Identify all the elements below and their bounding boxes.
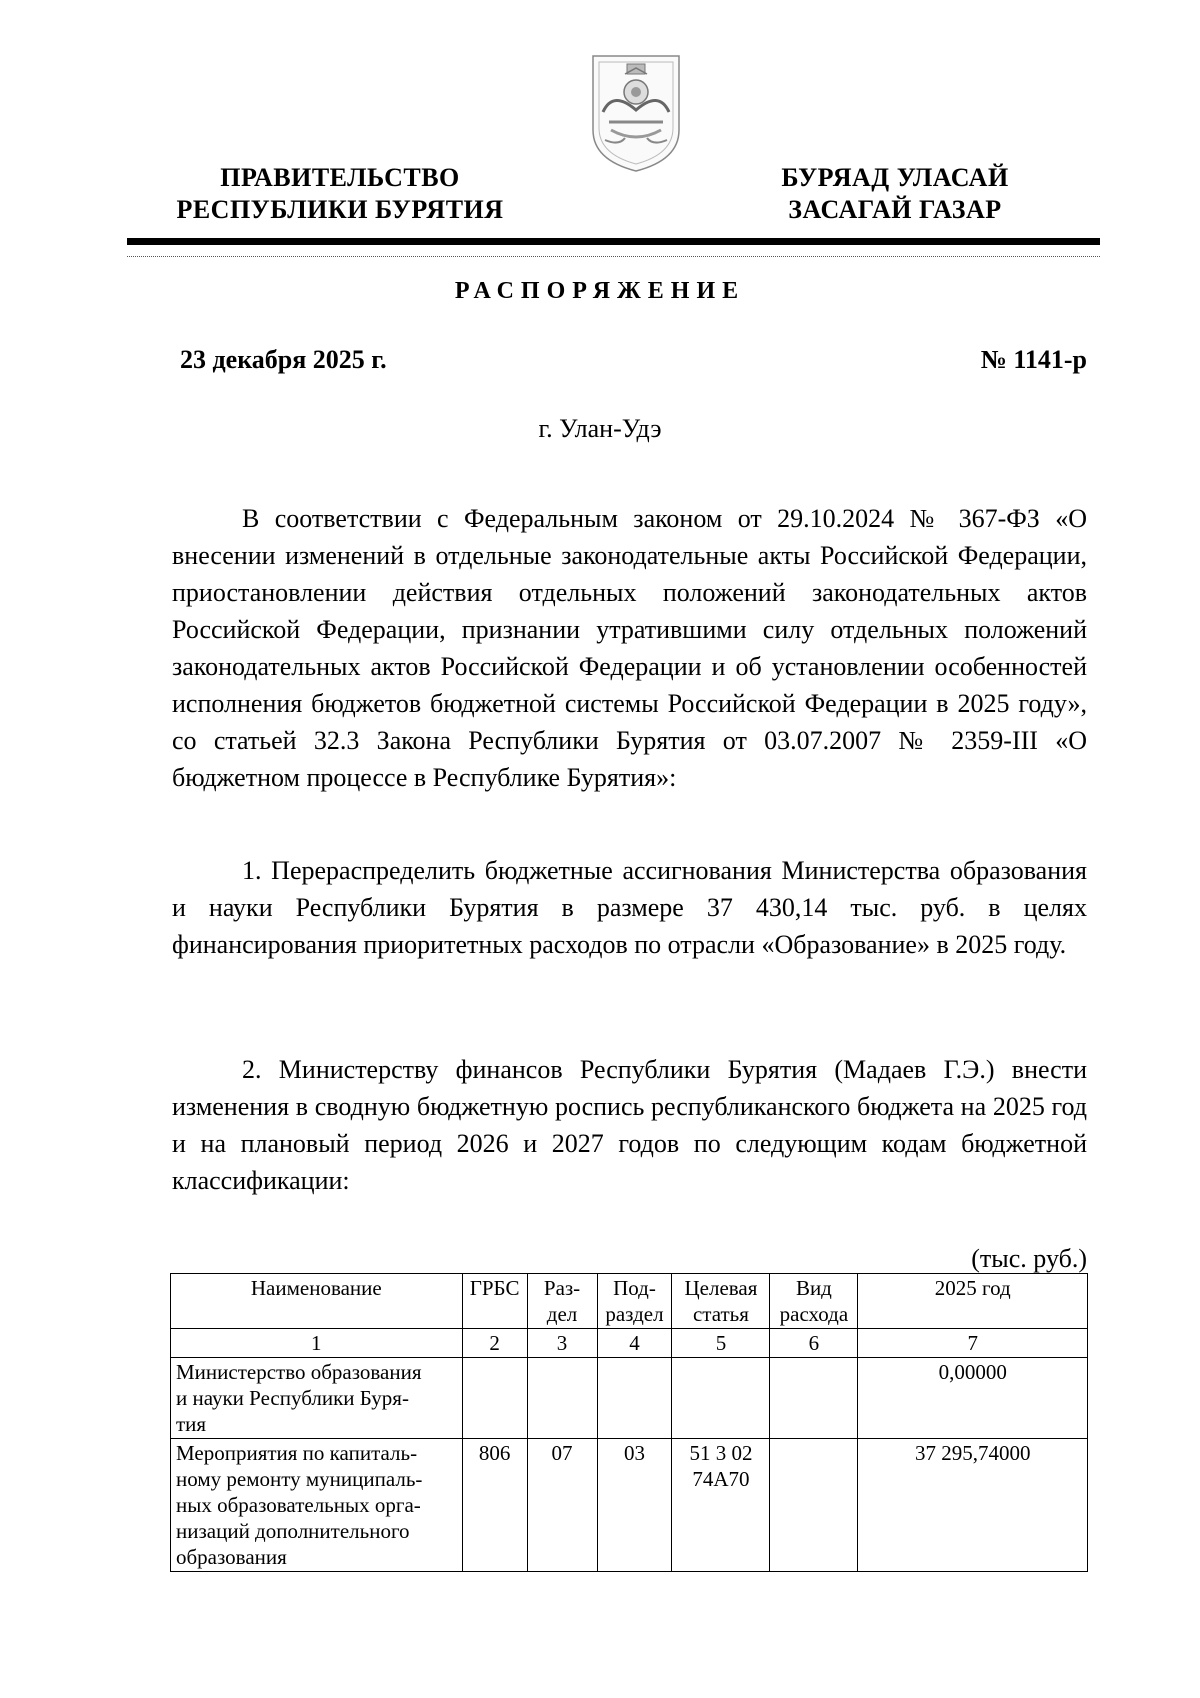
item-2-text: 2. Министерству финансов Республики Бурятия (Мадаев Г.Э.) внести изменения в сводную бюджетную роспись республиканского бюджета на 2025 год и на плановый период 2026 и 2027 годов по следующим кодам бюджетной классификации: <box>172 1055 1087 1195</box>
row-name: Министерство образования и науки Республики Буря- тия <box>171 1358 463 1439</box>
table-number-row <box>171 1329 1088 1358</box>
column-number: 2 <box>462 1329 527 1358</box>
row-expense-type <box>770 1358 858 1439</box>
header-divider-thin <box>127 256 1100 257</box>
row-razdel: 07 <box>527 1439 597 1572</box>
organization-name-ru-line1: ПРАВИТЕЛЬСТВО <box>220 163 460 192</box>
row-podrazdel <box>597 1358 672 1439</box>
document-number: № 1141-р <box>980 345 1087 374</box>
header-razdel: Раз- дел <box>527 1274 597 1329</box>
header-name: Наименование <box>171 1274 463 1329</box>
row-grbs: 806 <box>462 1439 527 1572</box>
organization-name-bua-line1: БУРЯАД УЛАСАЙ <box>781 163 1009 192</box>
row-target-article: 51 3 02 74А70 <box>672 1439 770 1572</box>
header-grbs: ГРБС <box>462 1274 527 1329</box>
organization-name-ru <box>150 162 530 226</box>
row-name: Мероприятия по капиталь- ному ремонту муниципаль- ных образовательных орга- низаций дополнительного образования <box>171 1439 463 1572</box>
row-podrazdel: 03 <box>597 1439 672 1572</box>
table-header-row <box>171 1274 1088 1329</box>
table-row <box>171 1358 1088 1439</box>
row-expense-type <box>770 1439 858 1572</box>
preamble-paragraph <box>172 500 1087 796</box>
header-podrazdel: Под- раздел <box>597 1274 672 1329</box>
row-amount: 0,00000 <box>858 1358 1088 1439</box>
column-number: 4 <box>597 1329 672 1358</box>
budget-table <box>170 1273 1088 1572</box>
document-city: г. Улан-Удэ <box>538 414 662 443</box>
document-date: 23 декабря 2025 г. <box>180 345 387 374</box>
header-target-article: Целевая статья <box>672 1274 770 1329</box>
document-title: РАСПОРЯЖЕНИЕ <box>454 278 746 304</box>
header-divider-thick <box>127 238 1100 245</box>
header-year: 2025 год <box>858 1274 1088 1329</box>
item-1-paragraph <box>172 852 1087 963</box>
header-expense-type: Вид расхода <box>770 1274 858 1329</box>
organization-name-ru-line2: РЕСПУБЛИКИ БУРЯТИЯ <box>176 195 504 224</box>
column-number: 1 <box>171 1329 463 1358</box>
column-number: 3 <box>527 1329 597 1358</box>
item-1-text: 1. Перераспределить бюджетные ассигнования Министерства образования и науки Республики Бурятия в размере 37 430,14 тыс. руб. в целях финансирования приоритетных расходов по отрасли «Образование» в 2025 году. <box>172 856 1087 959</box>
table-unit-label: (тыс. руб.) <box>971 1244 1087 1273</box>
coat-of-arms-icon <box>589 52 683 174</box>
column-number: 7 <box>858 1329 1088 1358</box>
preamble-text: В соответствии с Федеральным законом от 29.10.2024 № 367-ФЗ «О внесении изменений в отдельные законодательные акты Российской Федерации, приостановлении действия отдельных положений законодательных актов Российской Федерации, признании утратившими силу отдельных положений законодательных актов Российской Федерации и об установлении особенностей исполнения бюджетов бюджетной системы Российской Федерации в 2025 году», со статьей 32.3 Закона Республики Бурятия от 03.07.2007 № 2359-III «О бюджетном процессе в Республике Бурятия»: <box>172 504 1087 792</box>
column-number: 6 <box>770 1329 858 1358</box>
organization-name-bua-line2: ЗАСАГАЙ ГАЗАР <box>788 195 1002 224</box>
item-2-paragraph <box>172 1051 1087 1199</box>
row-razdel <box>527 1358 597 1439</box>
column-number: 5 <box>672 1329 770 1358</box>
row-grbs <box>462 1358 527 1439</box>
row-amount: 37 295,74000 <box>858 1439 1088 1572</box>
table-row <box>171 1439 1088 1572</box>
organization-name-bua <box>745 162 1045 226</box>
row-target-article <box>672 1358 770 1439</box>
